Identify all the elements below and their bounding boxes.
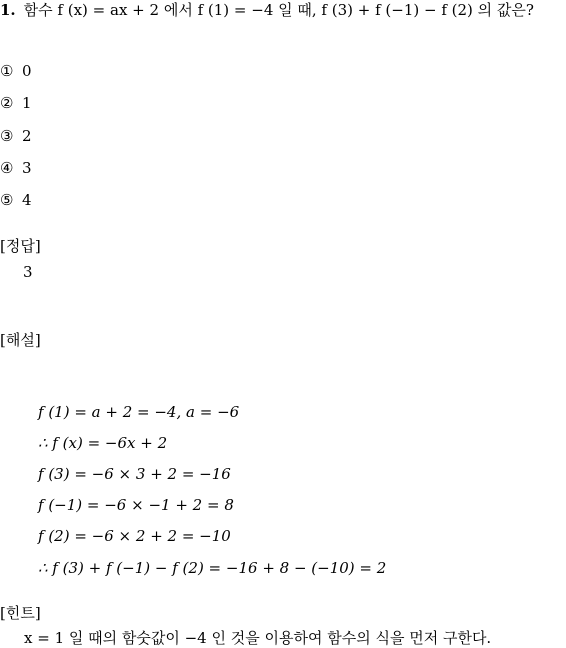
choice-mark: ⑤ — [0, 191, 14, 209]
choice-mark: ④ — [0, 159, 14, 177]
choice-mark: ① — [0, 62, 14, 80]
answer-label: [정답] — [0, 237, 41, 255]
question-text: 함수 f (x) = ax + 2 에서 f (1) = −4 일 때, f (3) + f (−1) − f (2) 의 값은? — [23, 1, 534, 19]
solution-line: ∴ f (3) + f (−1) − f (2) = −16 + 8 − (−10) = 2 — [38, 559, 387, 577]
choice-item — [0, 158, 32, 178]
choice-value: 0 — [22, 62, 32, 80]
hint-label: [힌트] — [0, 604, 41, 622]
solution-line: f (3) = −6 × 3 + 2 = −16 — [38, 465, 231, 483]
question-number: 1. — [0, 1, 16, 19]
choice-value: 4 — [22, 191, 32, 209]
solution-line: f (−1) = −6 × −1 + 2 = 8 — [38, 496, 234, 514]
solution-line: f (1) = a + 2 = −4, a = −6 — [38, 403, 240, 421]
choice-item — [0, 93, 32, 113]
choice-value: 2 — [22, 127, 32, 145]
choice-mark: ③ — [0, 127, 14, 145]
solution-line: ∴ f (x) = −6x + 2 — [38, 434, 168, 452]
choice-item — [0, 61, 32, 81]
choice-item — [0, 126, 32, 146]
hint-text: x = 1 일 때의 함숫값이 −4 인 것을 이용하여 함수의 식을 먼저 구한다. — [24, 629, 492, 647]
solution-line: f (2) = −6 × 2 + 2 = −10 — [38, 527, 231, 545]
choice-mark: ② — [0, 94, 14, 112]
choice-value: 3 — [22, 159, 32, 177]
question-line — [0, 0, 534, 20]
choice-item — [0, 190, 32, 210]
solution-label: [해설] — [0, 331, 41, 349]
choice-value: 1 — [22, 94, 32, 112]
answer-value: 3 — [23, 263, 33, 281]
